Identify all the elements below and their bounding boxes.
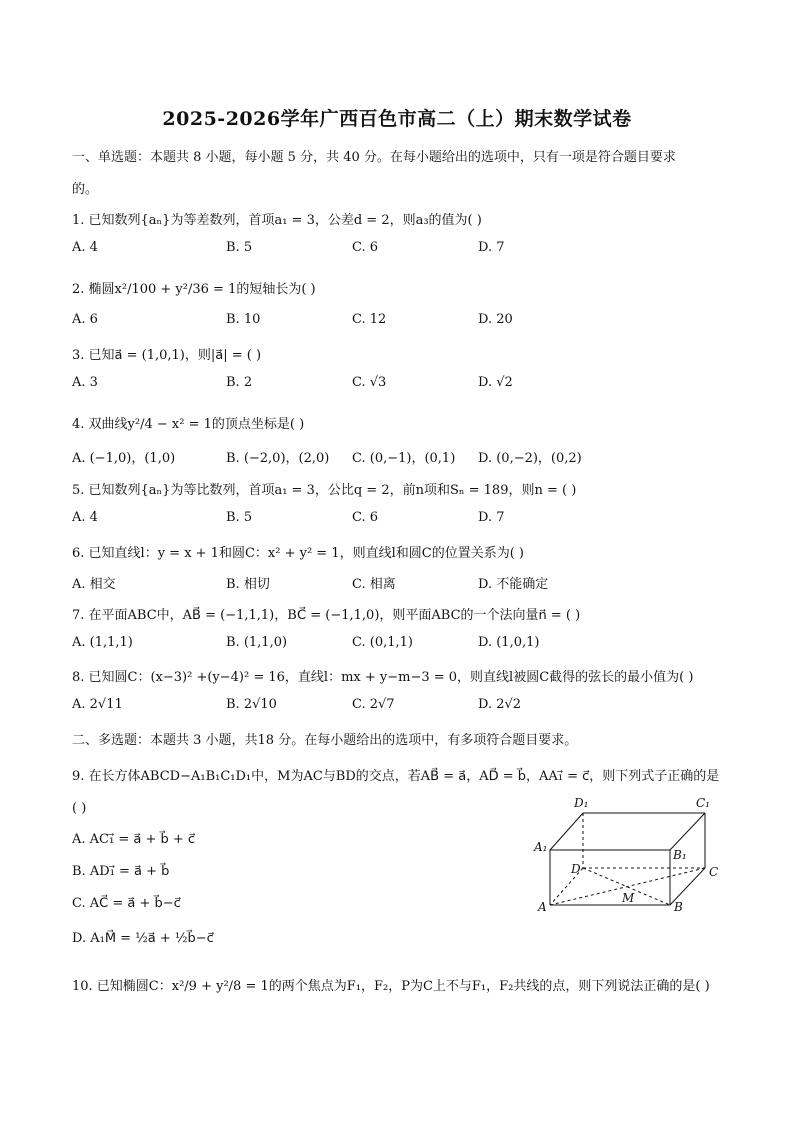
label-b1: B₁ — [673, 848, 687, 862]
question-1-stem: 1. 已知数列{aₙ}为等差数列，首项a₁ = 3，公差d = 2，则a₃的值为( ) — [72, 213, 482, 228]
exam-title: 2025-2026学年广西百色市高二（上）期末数学试卷 — [162, 108, 632, 130]
q8-option-b: B. 2√10 — [226, 697, 277, 712]
q6-option-a: A. 相交 — [72, 577, 116, 592]
q6-option-d: D. 不能确定 — [478, 577, 549, 592]
q4-option-d: D. (0,−2)，(0,2) — [478, 451, 582, 466]
q2-option-c: C. 12 — [352, 312, 387, 327]
q3-option-b: B. 2 — [226, 375, 253, 390]
label-c: C — [709, 865, 719, 879]
q7-option-a: A. (1,1,1) — [72, 635, 133, 650]
label-m: M — [622, 891, 635, 905]
q9-option-a: A. AC₁⃗ = a⃗ + b⃗ + c⃗ — [72, 832, 196, 847]
question-9-stem: 9. 在长方体ABCD−A₁B₁C₁D₁中，M为AC与BD的交点，若AB⃗ = a⃗，AD⃗ = b⃗，AA₁⃗ = c⃗，则下列式子正确的是 — [72, 769, 720, 784]
q1-option-b: B. 5 — [226, 240, 253, 255]
question-2-stem: 2. 椭圆x²/100 + y²/36 = 1的短轴长为( ) — [72, 282, 316, 297]
q3-option-d: D. √2 — [478, 375, 513, 390]
question-10-stem: 10. 已知椭圆C：x²/9 + y²/8 = 1的两个焦点为F₁，F₂，P为C上不与F₁，F₂共线的点，则下列说法正确的是( ) — [72, 979, 710, 994]
q4-option-a: A. (−1,0)，(1,0) — [72, 451, 176, 466]
q7-option-c: C. (0,1,1) — [352, 635, 413, 650]
question-7-stem: 7. 在平面ABC中，AB⃗ = (−1,1,1)，BC⃗ = (−1,1,0)，则平面ABC的一个法向量n⃗ = ( ) — [72, 608, 581, 623]
question-5-stem: 5. 已知数列{aₙ}为等比数列，首项a₁ = 3，公比q = 2，前n项和Sₙ = 189，则n = ( ) — [72, 483, 577, 498]
label-c1: C₁ — [696, 796, 710, 810]
q1-option-c: C. 6 — [352, 240, 379, 255]
label-b: B — [674, 900, 683, 914]
q9-option-b: B. AD₁⃗ = a⃗ + b⃗ — [72, 864, 170, 879]
q8-option-d: D. 2√2 — [478, 697, 522, 712]
q7-option-b: B. (1,1,0) — [226, 635, 288, 650]
question-9-paren: ( ) — [72, 801, 87, 816]
q9-option-c: C. AC⃗ = a⃗ + b⃗−c⃗ — [72, 896, 181, 911]
q7-option-d: D. (1,0,1) — [478, 635, 540, 650]
q8-option-a: A. 2√11 — [72, 697, 123, 712]
q9-option-d: D. A₁M⃗ = ½a⃗ + ½b⃗−c⃗ — [72, 931, 214, 946]
q2-option-b: B. 10 — [226, 312, 261, 327]
q1-option-a: A. 4 — [72, 240, 98, 255]
label-a: A — [538, 900, 547, 914]
question-3-stem: 3. 已知a⃗ = (1,0,1)，则|a⃗| = ( ) — [72, 348, 262, 363]
q5-option-c: C. 6 — [352, 510, 379, 525]
question-8-stem: 8. 已知圆C：(x−3)² +(y−4)² = 16，直线l：mx + y−m−3 = 0，则直线l被圆C截得的弦长的最小值为( ) — [72, 670, 694, 685]
q4-option-c: C. (0,−1)，(0,1) — [352, 451, 456, 466]
q6-option-b: B. 相切 — [226, 577, 270, 592]
q6-option-c: C. 相离 — [352, 577, 396, 592]
section2-heading: 二、多选题：本题共 3 小题，共18 分。在每小题给出的选项中，有多项符合题目要求。 — [72, 733, 578, 748]
q4-option-b: B. (−2,0)，(2,0) — [226, 451, 330, 466]
question-6-stem: 6. 已知直线l：y = x + 1和圆C：x² + y² = 1，则直线l和圆C的位置关系为( ) — [72, 546, 524, 561]
label-d1: D₁ — [574, 796, 589, 810]
question-4-stem: 4. 双曲线y²/4 − x² = 1的顶点坐标是( ) — [72, 417, 305, 432]
q3-option-a: A. 3 — [72, 375, 98, 390]
q2-option-a: A. 6 — [72, 312, 98, 327]
label-d: D — [571, 862, 581, 876]
q2-option-d: D. 20 — [478, 312, 513, 327]
q5-option-b: B. 5 — [226, 510, 253, 525]
q5-option-a: A. 4 — [72, 510, 98, 525]
section1-heading: 一、单选题：本题共 8 小题，每小题 5 分，共 40 分。在每小题给出的选项中，只有一项是符合题目要求 — [72, 150, 676, 165]
q1-option-d: D. 7 — [478, 240, 505, 255]
q3-option-c: C. √3 — [352, 375, 387, 390]
q5-option-d: D. 7 — [478, 510, 505, 525]
q8-option-c: C. 2√7 — [352, 697, 395, 712]
cuboid-figure — [530, 795, 730, 920]
section1-heading-cont: 的。 — [72, 182, 99, 197]
label-a1: A₁ — [534, 840, 548, 854]
